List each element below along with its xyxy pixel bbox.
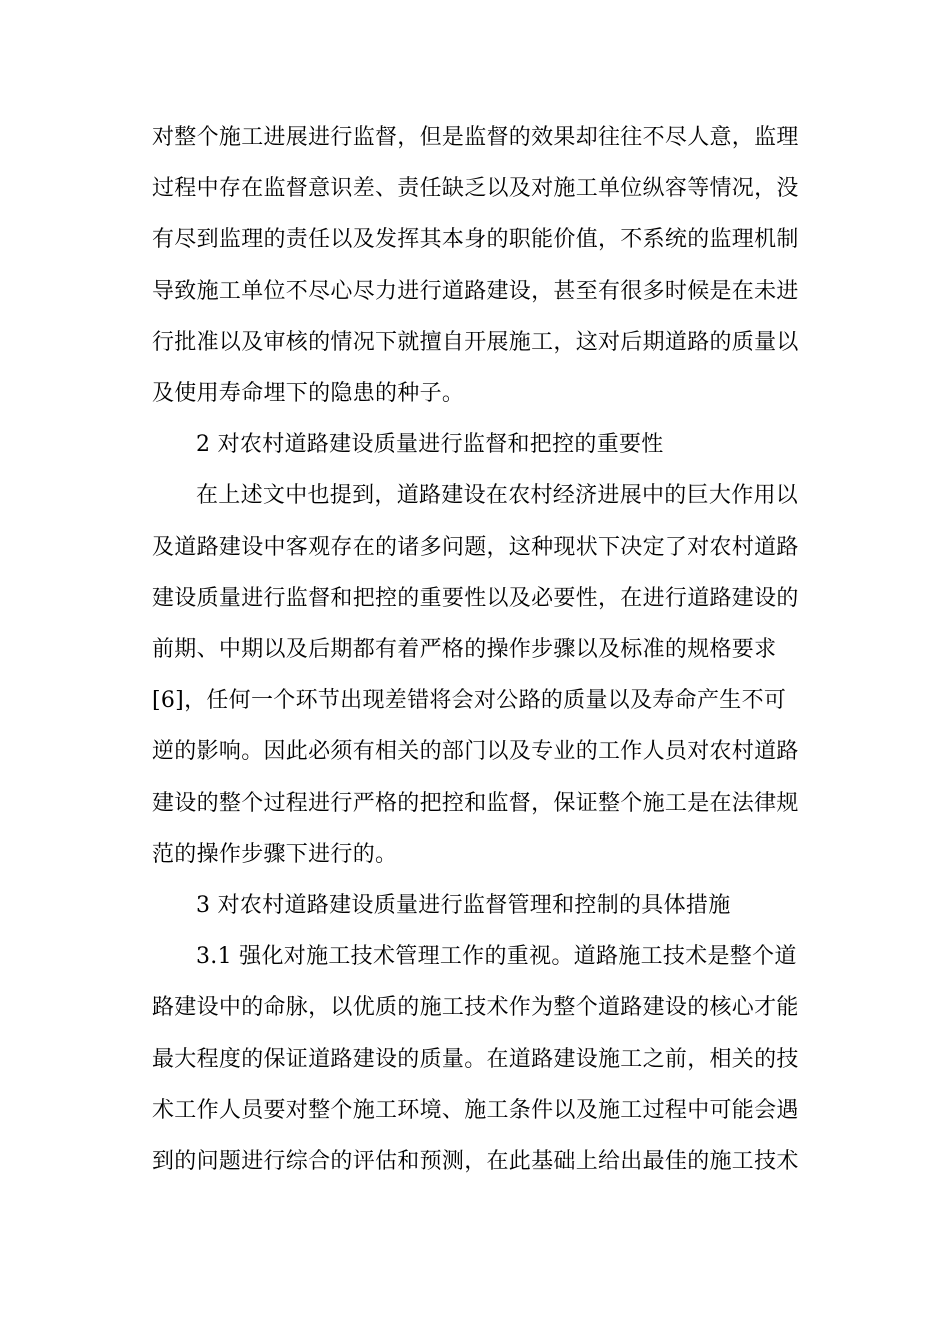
- text-line: 建设的整个过程进行严格的把控和监督，保证整个施工是在法律规: [152, 791, 799, 816]
- text-line: 过程中存在监督意识差、责任缺乏以及对施工单位纵容等情况，没: [152, 176, 799, 201]
- text-line: 到的问题进行综合的评估和预测，在此基础上给出最佳的施工技术: [152, 1149, 799, 1174]
- section-heading: 3 对农村道路建设质量进行监督管理和控制的具体措施: [196, 893, 731, 918]
- text-line: 前期、中期以及后期都有着严格的操作步骤以及标准的规格要求: [152, 637, 777, 662]
- text-line: 导致施工单位不尽心尽力进行道路建设，甚至有很多时候是在未进: [152, 279, 799, 304]
- text-line: [6]，任何一个环节出现差错将会对公路的质量以及寿命产生不可: [152, 688, 787, 713]
- section-heading: 2 对农村道路建设质量进行监督和把控的重要性: [196, 432, 664, 457]
- text-line: 有尽到监理的责任以及发挥其本身的职能价值，不系统的监理机制: [152, 227, 799, 252]
- text-line: 在上述文中也提到，道路建设在农村经济进展中的巨大作用以: [196, 483, 799, 508]
- text-line: 术工作人员要对整个施工环境、施工条件以及施工过程中可能会遇: [152, 1098, 799, 1123]
- text-line: 对整个施工进展进行监督，但是监督的效果却往往不尽人意，监理: [152, 125, 799, 150]
- text-line: 最大程度的保证道路建设的质量。在道路建设施工之前，相关的技: [152, 1047, 799, 1072]
- text-line: 及道路建设中客观存在的诸多问题，这种现状下决定了对农村道路: [152, 535, 799, 560]
- text-line: 范的操作步骤下进行的。: [152, 842, 398, 867]
- text-line: 行批准以及审核的情况下就擅自开展施工，这对后期道路的质量以: [152, 330, 799, 355]
- text-line: 及使用寿命埋下的隐患的种子。: [152, 381, 465, 406]
- text-line: 逆的影响。因此必须有相关的部门以及专业的工作人员对农村道路: [152, 739, 799, 764]
- text-line: 路建设中的命脉，以优质的施工技术作为整个道路建设的核心才能: [152, 995, 799, 1020]
- text-line: 建设质量进行监督和把控的重要性以及必要性，在进行道路建设的: [152, 586, 799, 611]
- text-line: 3.1 强化对施工技术管理工作的重视。道路施工技术是整个道: [196, 944, 797, 969]
